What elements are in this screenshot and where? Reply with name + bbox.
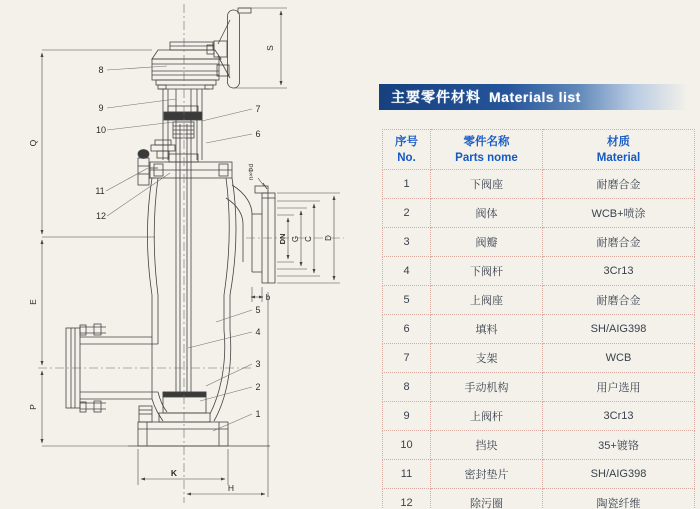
material-cell: 3Cr13 [543, 402, 695, 431]
material-cell: 耐磨合金 [543, 228, 695, 257]
material-cell: 35+镀铬 [543, 431, 695, 460]
part-no-cell: 6 [383, 315, 431, 344]
part-no-cell: 12 [383, 489, 431, 509]
callout-leader [107, 99, 176, 108]
dim-label: DN [278, 233, 287, 245]
actuator-housing [152, 42, 229, 89]
callout-number: 2 [255, 382, 261, 392]
callout-leader [202, 109, 252, 121]
part-name-cell: 阀体 [431, 199, 543, 228]
table-row [383, 460, 695, 489]
col-header-material [543, 130, 695, 170]
callout-number: 7 [255, 104, 261, 114]
dim-label: P [28, 404, 38, 410]
table-row [383, 315, 695, 344]
part-name-cell: 支架 [431, 344, 543, 373]
material-cell: SH/AIG398 [543, 460, 695, 489]
material-cell: 耐磨合金 [543, 170, 695, 199]
col-header-no-en: No. [397, 152, 416, 165]
material-cell: SH/AIG398 [543, 315, 695, 344]
part-name-cell: 挡块 [431, 431, 543, 460]
part-name-cell: 除污圈 [431, 489, 543, 509]
banner-title-en: Materials list [489, 89, 581, 105]
callout-leader [106, 168, 148, 191]
part-name-cell: 手动机构 [431, 373, 543, 402]
table-row [383, 402, 695, 431]
dim-label: Q [28, 139, 38, 147]
callout-leader [107, 122, 174, 130]
part-no-cell: 1 [383, 170, 431, 199]
col-header-material-en: Material [596, 152, 641, 165]
callout-number: 5 [255, 305, 261, 315]
material-cell: WCB [543, 344, 695, 373]
col-header-part-en: Parts nome [455, 152, 518, 165]
part-name-cell: 阀瓣 [431, 228, 543, 257]
table-row [383, 228, 695, 257]
material-cell: WCB+喷涂 [543, 199, 695, 228]
table-row [383, 286, 695, 315]
part-name-cell: 上阀杆 [431, 402, 543, 431]
table-row [383, 170, 695, 199]
valve-body [148, 178, 236, 399]
dim-label: E [28, 299, 38, 305]
callout-number: 8 [98, 65, 104, 75]
part-no-cell: 10 [383, 431, 431, 460]
dim-label: G [291, 235, 300, 243]
col-header-no [383, 130, 431, 170]
materials-list-banner [379, 84, 697, 110]
part-no-cell: 2 [383, 199, 431, 228]
dim-label: S [265, 45, 275, 51]
valve-line-art [66, 8, 275, 446]
dim-label: n×Φd [248, 163, 255, 181]
part-no-cell: 9 [383, 402, 431, 431]
part-name-cell: 填料 [431, 315, 543, 344]
callout-number: 9 [98, 103, 104, 113]
part-no-cell: 7 [383, 344, 431, 373]
materials-table-body [383, 170, 695, 509]
callout-leader [206, 134, 252, 143]
dim-label: D [324, 235, 333, 241]
callout-number: 10 [95, 125, 107, 135]
part-no-cell: 11 [383, 460, 431, 489]
callout-number: 3 [255, 359, 261, 369]
callout-leader [206, 364, 252, 386]
col-header-part-zh: 零件名称 [463, 136, 510, 148]
col-header-material-zh: 材质 [607, 136, 630, 148]
part-name-cell: 下阀杆 [431, 257, 543, 286]
material-cell: 陶瓷纤维 [543, 489, 695, 509]
table-row [383, 373, 695, 402]
col-header-no-zh: 序号 [395, 136, 418, 148]
table-row [383, 431, 695, 460]
material-cell: 用户选用 [543, 373, 695, 402]
callout-number: 11 [95, 186, 105, 196]
banner-title-zh: 主要零件材料 [391, 89, 481, 105]
dim-label: K [170, 468, 178, 478]
dim-label: b [265, 293, 271, 302]
outlet-flange [226, 183, 275, 283]
callout-leader [107, 66, 167, 70]
callout-leader [188, 332, 252, 348]
callout-leader [216, 310, 252, 322]
part-name-cell: 密封垫片 [431, 460, 543, 489]
callout-number: 6 [255, 129, 261, 139]
part-no-cell: 3 [383, 228, 431, 257]
materials-table [382, 129, 695, 509]
part-no-cell: 8 [383, 373, 431, 402]
part-no-cell: 4 [383, 257, 431, 286]
col-header-part [431, 130, 543, 170]
table-row [383, 489, 695, 509]
table-row [383, 257, 695, 286]
part-name-cell: 下阀座 [431, 170, 543, 199]
callout-number: 1 [255, 409, 261, 419]
dim-label: C [304, 236, 313, 242]
callout-leader [107, 173, 170, 216]
table-header-row [383, 130, 695, 170]
material-cell: 耐磨合金 [543, 286, 695, 315]
part-name-cell: 上阀座 [431, 286, 543, 315]
table-row [383, 344, 695, 373]
table-row [383, 199, 695, 228]
callout-number: 12 [95, 211, 107, 221]
dim-label: H [227, 483, 235, 493]
part-no-cell: 5 [383, 286, 431, 315]
callout-number: 4 [255, 327, 261, 337]
material-cell: 3Cr13 [543, 257, 695, 286]
